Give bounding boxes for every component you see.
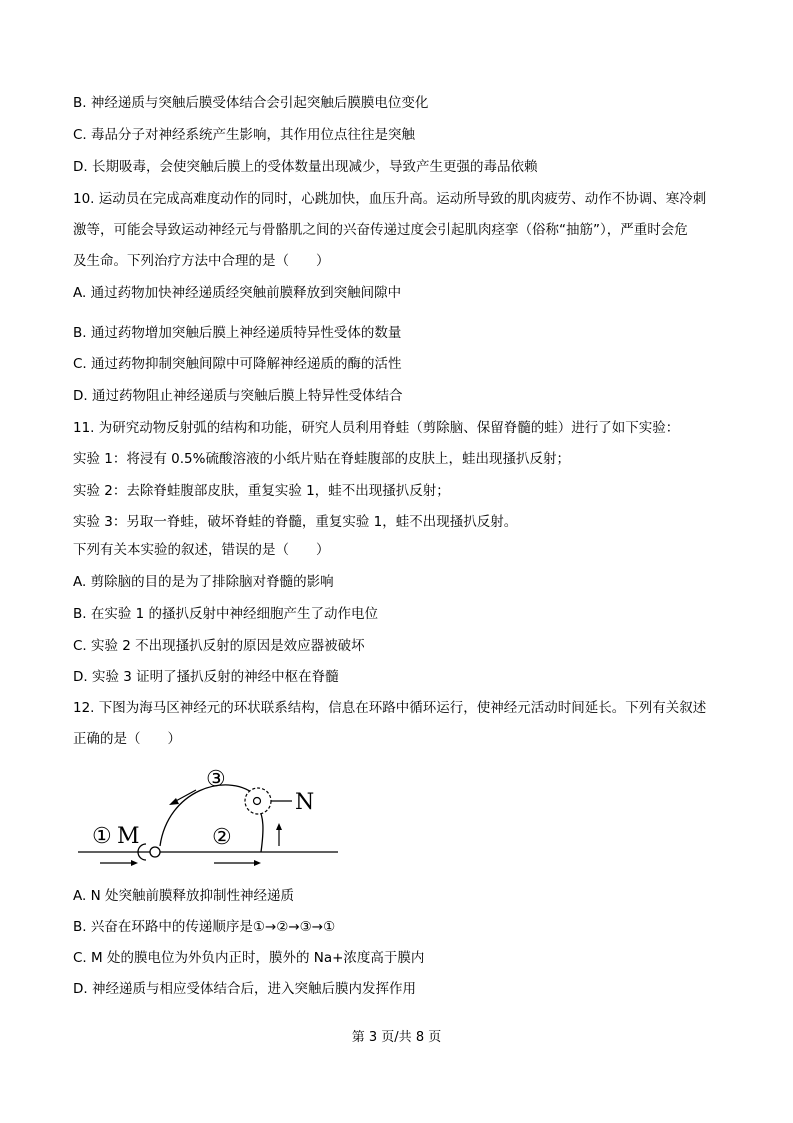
arrow-up <box>276 823 282 846</box>
q12-option-a: A. N 处突触前膜释放抑制性神经递质 <box>73 888 294 904</box>
label-m: M <box>117 824 140 849</box>
q12-option-d: D. 神经递质与相应受体结合后，进入突触后膜内发挥作用 <box>73 981 416 997</box>
q10-stem-line-1: 10. 运动员在完成高难度动作的同时，心跳加快，血压升高。运动所导致的肌肉疲劳、动作不协调、寒冷刺 <box>73 191 707 207</box>
loop-arc <box>160 785 254 846</box>
q11-option-d: D. 实验 3 证明了搔扒反射的神经中枢在脊髓 <box>73 669 339 685</box>
q10-option-b: B. 通过药物增加突触后膜上神经递质特异性受体的数量 <box>73 325 402 341</box>
label-1: ① <box>92 824 112 849</box>
q11-option-b: B. 在实验 1 的搔扒反射中神经细胞产生了动作电位 <box>73 606 379 622</box>
q10-option-d: D. 通过药物阻止神经递质与突触后膜上特异性受体结合 <box>73 388 403 404</box>
q9-option-c: C. 毒品分子对神经系统产生影响，其作用位点往往是突触 <box>73 127 416 143</box>
q11-experiment-3: 实验 3：另取一脊蛙，破坏脊蛙的脊髓，重复实验 1，蛙不出现搔扒反射。 <box>73 514 518 530</box>
branch-to-n <box>258 808 263 852</box>
q12-stem-line-2: 正确的是（ ） <box>73 731 181 747</box>
synapse-n-knob <box>254 798 261 805</box>
neuron-loop-diagram <box>76 760 346 875</box>
arrow-1-right <box>100 860 138 866</box>
q11-experiment-1: 实验 1：将浸有 0.5%硫酸溶液的小纸片贴在脊蛙腹部的皮肤上，蛙出现搔扒反射； <box>73 451 570 467</box>
q10-option-c: C. 通过药物抑制突触间隙中可降解神经递质的酶的活性 <box>73 356 402 372</box>
q12-option-b: B. 兴奋在环路中的传递顺序是①→②→③→① <box>73 919 336 935</box>
q9-option-b: B. 神经递质与突触后膜受体结合会引起突触后膜膜电位变化 <box>73 95 429 111</box>
q11-option-c: C. 实验 2 不出现搔扒反射的原因是效应器被破坏 <box>73 638 365 654</box>
q11-experiment-2: 实验 2：去除脊蛙腹部皮肤，重复实验 1，蛙不出现搔扒反射； <box>73 483 450 499</box>
q10-stem-line-3: 及生命。下列治疗方法中合理的是（ ） <box>73 253 330 269</box>
label-3: ③ <box>206 767 226 792</box>
q11-option-a: A. 剪除脑的目的是为了排除脑对脊髓的影响 <box>73 574 334 590</box>
q9-option-d: D. 长期吸毒，会使突触后膜上的受体数量出现减少，导致产生更强的毒品依赖 <box>73 159 538 175</box>
label-2: ② <box>212 825 232 850</box>
q12-option-c: C. M 处的膜电位为外负内正时，膜外的 Na+浓度高于膜内 <box>73 950 425 966</box>
arrow-2-right <box>214 860 261 866</box>
q10-stem-line-2: 激等，可能会导致运动神经元与骨骼肌之间的兴奋传递过度会引起肌肉痉挛（俗称“抽筋”），严重时会危 <box>73 222 688 238</box>
q10-option-a: A. 通过药物加快神经递质经突触前膜释放到突触间隙中 <box>73 285 402 301</box>
q12-stem-line-1: 12. 下图为海马区神经元的环状联系结构，信息在环路中循环运行，使神经元活动时间延长。下列有关叙述 <box>73 700 707 716</box>
synapse-m-knob <box>150 847 160 857</box>
q11-stem: 11. 为研究动物反射弧的结构和功能，研究人员利用脊蛙（剪除脑、保留脊髓的蛙）进行了如下实验： <box>73 420 680 436</box>
label-n: N <box>295 790 315 815</box>
page-number-footer: 第 3 页/共 8 页 <box>351 1030 442 1045</box>
q11-question: 下列有关本实验的叙述，错误的是（ ） <box>73 542 330 558</box>
